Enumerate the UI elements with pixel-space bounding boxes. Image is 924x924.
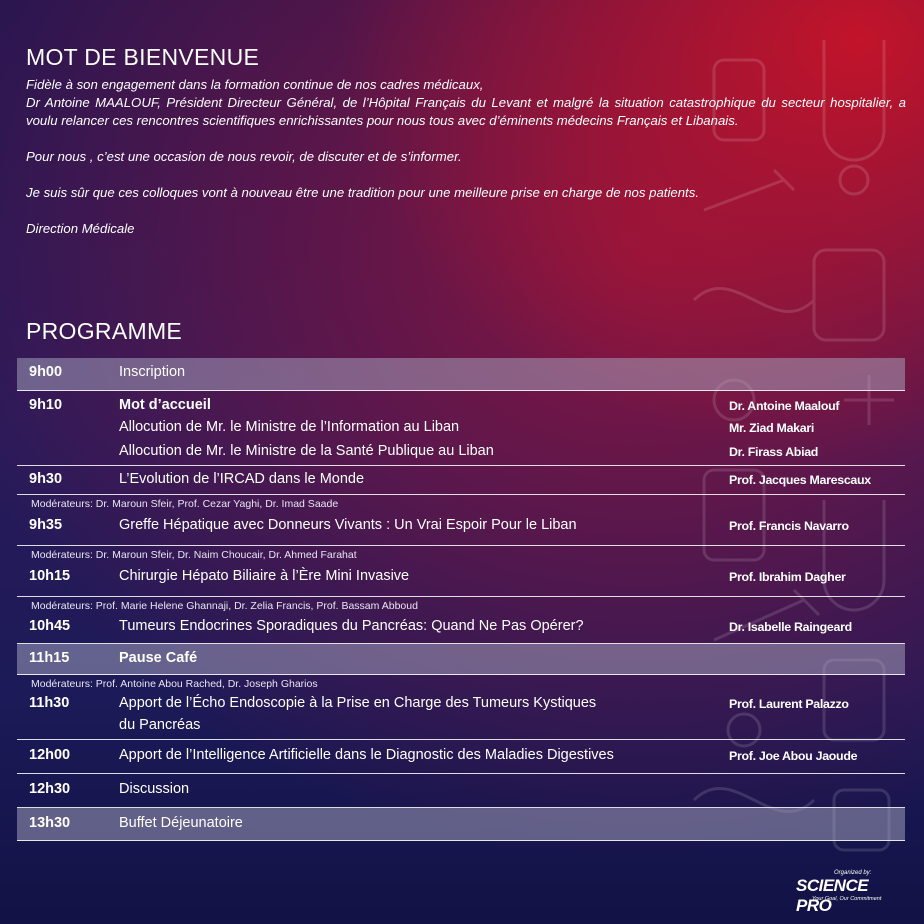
welcome-text bbox=[26, 76, 906, 238]
session-time: 9h30 bbox=[29, 471, 63, 487]
session-time: 13h30 bbox=[29, 815, 71, 831]
session-time: 11h30 bbox=[29, 695, 70, 711]
session-speaker: Dr. Isabelle Raingeard bbox=[729, 620, 852, 634]
programme-row bbox=[17, 774, 905, 808]
programme-row bbox=[17, 546, 905, 597]
session-moderators: Modérateurs: Prof. Marie Helene Ghannaji, Dr. Zelia Francis, Prof. Bassam Abboud bbox=[31, 600, 418, 612]
session-time: 9h35 bbox=[29, 517, 63, 533]
welcome-signature: Direction Médicale bbox=[26, 221, 135, 236]
session-speaker: Dr. Firass Abiad bbox=[729, 445, 819, 459]
session-speaker: Dr. Antoine Maalouf bbox=[729, 399, 840, 413]
programme-row bbox=[17, 675, 905, 740]
programme-row bbox=[17, 597, 905, 644]
welcome-paragraph-2: Pour nous , c’est une occasion de nous revoir, de discuter et de s’informer. bbox=[26, 149, 462, 164]
session-subtitle: Allocution de Mr. le Ministre de la Santé Publique au Liban bbox=[119, 443, 494, 459]
programme-row bbox=[17, 495, 905, 546]
session-moderators: Modérateurs: Dr. Maroun Sfeir, Dr. Naim Choucair, Dr. Ahmed Farahat bbox=[31, 549, 357, 561]
session-time: 10h45 bbox=[29, 618, 71, 634]
session-speaker: Prof. Jacques Marescaux bbox=[729, 473, 871, 487]
welcome-paragraph-3: Je suis sûr que ces colloques vont à nouveau être une tradition pour une meilleure prise en charge de nos patients. bbox=[26, 185, 699, 200]
programme-row bbox=[17, 358, 905, 391]
programme-table bbox=[17, 358, 905, 841]
programme-row bbox=[17, 740, 905, 774]
session-time: 9h10 bbox=[29, 397, 63, 413]
session-time: 12h30 bbox=[29, 781, 71, 797]
session-speaker: Prof. Ibrahim Dagher bbox=[729, 570, 846, 584]
session-title: Apport de l’Écho Endoscopie à la Prise en Charge des Tumeurs Kystiques bbox=[119, 695, 597, 711]
session-title: Pause Café bbox=[119, 650, 198, 666]
session-moderators: Modérateurs: Prof. Antoine Abou Rached, Dr. Joseph Gharios bbox=[31, 678, 318, 690]
welcome-paragraph-1-line-2: Dr Antoine MAALOUF, Président Directeur Général, de l’Hôpital Français du Levant et malgré la situation catastrophique du secteur hospitalier, a voulu relancer ces rencontres scientifiques enrichissantes pour nous tous avec d’éminents médecins Français et Libanais. bbox=[26, 95, 906, 128]
session-subtitle: Allocution de Mr. le Ministre de l’Information au Liban bbox=[119, 419, 460, 435]
session-time: 11h15 bbox=[29, 650, 70, 666]
science-pro-logo bbox=[796, 870, 906, 915]
session-title: L’Evolution de l’IRCAD dans le Monde bbox=[119, 471, 365, 487]
session-title: Discussion bbox=[119, 781, 190, 797]
logo-tagline: Your Goal, Our Commitment bbox=[812, 896, 882, 902]
session-title: Greffe Hépatique avec Donneurs Vivants : Un Vrai Espoir Pour le Liban bbox=[119, 517, 577, 533]
logo-organized-by: Organized by: bbox=[834, 870, 872, 876]
welcome-paragraph-1-line-1: Fidèle à son engagement dans la formation continue de nos cadres médicaux, bbox=[26, 77, 484, 92]
session-title: Buffet Déjeunatoire bbox=[119, 815, 243, 831]
logo-brand: SCIENCE PRO bbox=[796, 876, 869, 915]
session-time: 10h15 bbox=[29, 568, 71, 584]
session-speaker: Prof. Laurent Palazzo bbox=[729, 697, 849, 711]
session-moderators: Modérateurs: Dr. Maroun Sfeir, Prof. Cezar Yaghi, Dr. Imad Saade bbox=[31, 498, 339, 510]
session-title: Apport de l’Intelligence Artificielle dans le Diagnostic des Maladies Digestives bbox=[119, 747, 614, 763]
session-title-continued: du Pancréas bbox=[119, 717, 201, 733]
session-title: Tumeurs Endocrines Sporadiques du Pancréas: Quand Ne Pas Opérer? bbox=[119, 618, 584, 634]
session-time: 12h00 bbox=[29, 747, 71, 763]
programme-title: PROGRAMME bbox=[26, 318, 183, 344]
session-title: Chirurgie Hépato Biliaire à l’Ère Mini Invasive bbox=[119, 568, 410, 584]
programme-row bbox=[17, 466, 905, 495]
programme-row bbox=[17, 644, 905, 675]
session-title: Inscription bbox=[119, 364, 186, 380]
session-speaker: Mr. Ziad Makari bbox=[729, 421, 815, 435]
session-speaker: Prof. Francis Navarro bbox=[729, 519, 849, 533]
session-title: Mot d’accueil bbox=[119, 397, 211, 413]
programme-row bbox=[17, 808, 905, 841]
programme-row bbox=[17, 391, 905, 466]
welcome-title: MOT DE BIENVENUE bbox=[26, 44, 260, 70]
session-speaker: Prof. Joe Abou Jaoude bbox=[729, 749, 858, 763]
session-time: 9h00 bbox=[29, 364, 63, 380]
